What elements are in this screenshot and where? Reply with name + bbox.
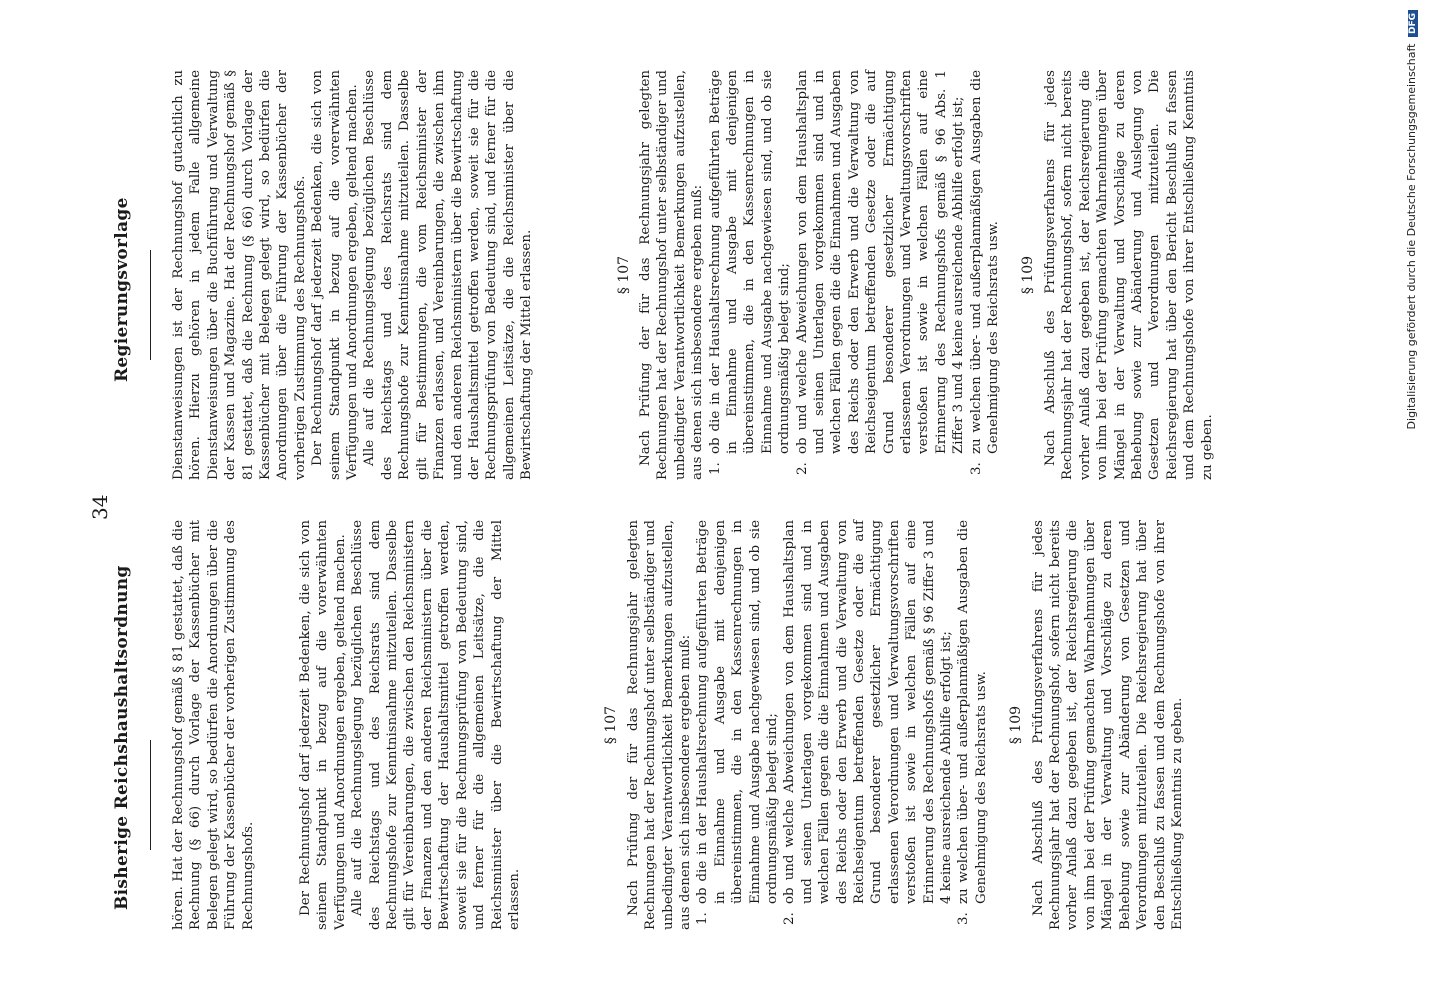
left-section-109-text: Nach Abschluß des Prüfungsverfahrens für jedes Rechnungsjahr hat der Rechnungshof, sofern nicht bereits vorher Anlaß dazu gegeben ist, der Reichsregierung die von ihm bei der Prüfung gemachten Wahrnehmungen über Mängel in der Verwaltung und Vorschläge zu deren Behebung sowie zur Abänderung von Gesetzen und Verordnungen mitzuteilen. Die Reichsregierung hat über den Beschluß zu fassen und dem Rechnungshofe von ihrer Entschließung Kenntnis zu geben. (1030, 520, 1185, 930)
left-section-107-item-3: 3. zu welchen über- und außerplanmäßigen Ausgaben die Genehmigung des Reichsrats usw. (955, 520, 990, 908)
right-column-title: Regierungsvorlage (112, 197, 132, 382)
digitization-credit (1405, 10, 1418, 530)
left-paragraph-1: hören. Hat der Rechnungshof gemäß § 81 gestattet, daß die Rechnung (§ 66) durch Vorlage der Kassenbücher mit Belegen gelegt wird, so bedürfen die Anordnungen über die Führung der Kassenbücher der vorherigen Zustimmung des Rechnungshofs. (171, 520, 256, 930)
left-column (170, 520, 1186, 930)
right-title-rule (150, 250, 151, 360)
right-paragraph-1: Dienstanweisungen ist der Rechnungshof gutachtlich zu hören. Hierzu gehören in jedem Falle allgemeine Dienstanweisungen über die Buchführung und Verwaltung der Kassen und Magazine. Hat der Rechnungshof gemäß § 81 gestattet, daß die Rechnung (§ 66) durch Vorlage der Kassenbücher mit Belegen gelegt wird, so bedürfen die Anordnungen über die Führung der Kassenbücher der vorherigen Zustimmung des Rechnungshofs. (171, 70, 308, 480)
left-section-107-list (694, 520, 990, 930)
right-section-109-heading: § 109 (1020, 255, 1037, 295)
left-section-107-item-2: 2. ob und welche Abweichungen von dem Haushaltsplan und seinen Unterlagen vorgekommen sind und in welchen Fällen gegen die die Einnahmen und Ausgaben des Reichs oder den Erwerb und die Verwaltung von Reichseigentum betreffenden Gesetze oder die auf Grund besonderer gesetzlicher Ermächtigung erlassenen Verordnungen und Verwaltungsvorschriften verstoßen ist sowie in welchen Fällen auf eine Erinnerung des Rechnungshofs gemäß § 96 Ziffer 3 und 4 keine ausreichende Abhilfe erfolgt ist; (781, 520, 955, 908)
right-section-107-item-1: 1. ob die in der Haushaltsrechnung aufgeführten Beträge in Einnahme und Ausgabe mit denjenigen übereinstimmen, die in den Kassenrechnungen in Einnahme und Ausgabe nachgewiesen sind, und ob sie ordnungsmäßig belegt sind; (707, 70, 794, 458)
digitization-credit-text: Digitalisierung gefördert durch die Deutsche Forschungsgemeinschaft (1405, 43, 1418, 430)
left-section-107-item-1: 1. ob die in der Haushaltsrechnung aufgeführten Beträge in Einnahme und Ausgabe mit denjenigen übereinstimmen, die in den Kassenrechnungen in Einnahme und Ausgabe nachgewiesen sind, und ob sie ordnungsmäßig belegt sind; (694, 520, 781, 908)
right-section-107-item-2: 2. ob und welche Abweichungen von dem Haushaltsplan und seinen Unterlagen vorgekommen sind und in welchen Fällen gegen die die Einnahmen und Ausgaben des Reichs oder den Erwerb und die Verwaltung von Reichseigentum betreffenden Gesetze oder die auf Grund besonderer gesetzlicher Ermächtigung erlassenen Verordnungen und Verwaltungsvorschriften verstoßen ist sowie in welchen Fällen auf eine Erinnerung des Rechnungshofs gemäß § 96 Abs. 1 Ziffer 3 und 4 keine ausreichende Abhilfe erfolgt ist; (794, 70, 968, 458)
left-column-title: Bisherige Reichshaushaltsordnung (112, 565, 132, 910)
dfg-logo: DFG (1408, 10, 1418, 37)
right-section-107-list (707, 70, 1003, 480)
left-title-rule (150, 740, 151, 850)
right-paragraph-2: Der Rechnungshof darf jederzeit Bedenken, die sich von seinem Standpunkt in bezug auf die vorerwähnten Verfügungen und Anordnungen ergeben, geltend machen. (310, 70, 361, 480)
left-section-109-heading: § 109 (1008, 705, 1025, 745)
right-section-107-item-3: 3. zu welchen über- und außerplanmäßigen Ausgaben die Genehmigung des Reichsrats usw. (968, 70, 1003, 458)
page-number: 34 (88, 494, 112, 520)
left-section-107-heading: § 107 (603, 705, 620, 745)
left-paragraph-3: Alle auf die Rechnungslegung bezüglichen Beschlüsse des Reichstags und des Reichsrats sind dem Rechnungshofe zur Kenntnisnahme mitzuteilen. Dasselbe gilt für Vereinbarungen, die zwischen den Reichsministern der Finanzen und den anderen Reichsministern über die Bewirtschaftung der Haushaltsmittel getroffen werden, soweit sie für die Rechnungsprüfung von Bedeutung sind, und ferner für die allgemeinen Leitsätze, die die Reichsminister über die Bewirtschaftung der Mittel erlassen. (350, 520, 522, 930)
right-paragraph-3: Alle auf die Rechnungslegung bezüglichen Beschlüsse des Reichstags und des Reichsrats sind dem Rechnungshofe zur Kenntnisnahme mitzuteilen. Dasselbe gilt für Bestimmungen, die vom Reichsminister der Finanzen erlassen, und Vereinbarungen, die zwischen ihm und den anderen Reichsministern über die Bewirtschaftung der Haushaltsmittel getroffen werden, soweit sie für die Rechnungsprüfung von Bedeutung sind, und ferner für die allgemeinen Leitsätze, die die Reichsminister über die Bewirtschaftung der Mittel erlassen. (362, 70, 535, 480)
right-section-107-heading: § 107 (615, 255, 632, 295)
right-column (170, 70, 1216, 480)
right-section-107-intro: Nach Prüfung der für das Rechnungsjahr gelegten Rechnungen hat der Rechnungshof unter selbständiger und unbedingter Verantwortlichkeit Bemerkungen aufzustellen, aus denen sich insbesondere ergeben muß: (637, 70, 706, 480)
left-section-107-intro: Nach Prüfung der für das Rechnungsjahr gelegten Rechnungen hat der Rechnungshof unter selbständiger und unbedingter Verantwortlichkeit Bemerkungen aufzustellen, aus denen sich insbesondere ergeben muß: (625, 520, 693, 930)
left-paragraph-2: Der Rechnungshof darf jederzeit Bedenken, die sich von seinem Standpunkt in bezug auf die vorerwähnten Verfügungen und Anordnungen ergeben, geltend machen. (298, 520, 348, 930)
right-section-109-text: Nach Abschluß des Prüfungsverfahrens für jedes Rechnungsjahr hat der Rechnungshof, sofern nicht bereits vorher Anlaß dazu gegeben ist, der Reichsregierung die von ihm bei der Prüfung gemachten Wahrnehmungen über Mängel in der Verwaltung und Vorschläge zu deren Behebung sowie zur Abänderung und Auslegung von Gesetzen und Verordnungen mitzuteilen. Die Reichsregierung hat über den Bericht Beschluß zu fassen und dem Rechnungshofe von ihrer Entschließung Kenntnis zu geben. (1042, 70, 1215, 480)
